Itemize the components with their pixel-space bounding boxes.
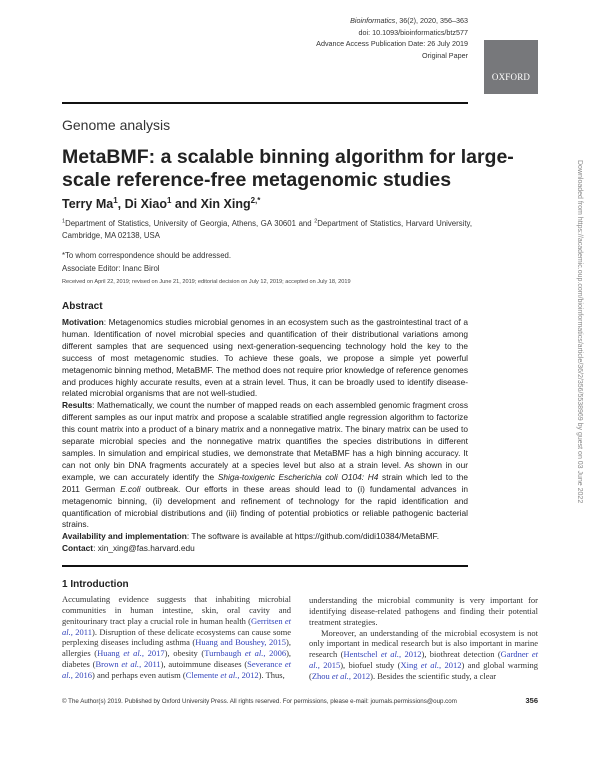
introduction-heading: 1 Introduction [62,579,129,591]
citation-link[interactable]: Clemente et al., 2012 [185,669,259,680]
author: Terry Ma [62,197,114,211]
citation-link[interactable]: Gerritsen et al., 2011 [62,615,291,637]
text: Shiga-toxigenic Escherichia coli O104: H4 [217,471,379,482]
sep: , [117,197,125,211]
text: ), allergies ( [62,637,291,659]
citation-link[interactable]: Brown et al., 2011 [95,658,161,669]
journal-header [316,15,468,61]
text: ), diabetes ( [62,648,292,669]
citation-link[interactable]: Huang et al., 2017 [97,648,165,659]
download-watermark: Downloaded from https://academic.oup.com/bioinformatics/article/36/2/356/5538969 by guest on 03 June 2022 [576,160,583,504]
availability [62,531,468,543]
text: ). Thus, [258,669,285,680]
text: strain which led to the 2011 German [62,471,468,494]
author: Di Xiao [124,197,167,211]
oxford-logo: OXFORD [484,40,538,94]
text: E.coli [120,483,141,494]
paper-title: MetaBMF: a scalable binning algorithm for large-scale reference-free metagenomic studies [62,146,514,191]
citation-link[interactable]: Turnbaugh et al., 2006 [204,648,287,659]
author-sup: 1 [166,195,172,205]
section-label: Genome analysis [62,117,171,133]
contact-email[interactable]: : xin_xing@fas.harvard.edu [93,543,195,554]
contact [62,543,468,555]
sup: 2 [314,218,318,225]
article-type: Original Paper [422,50,468,60]
intro-left-column [62,594,291,681]
author-sup: 2,* [250,195,261,205]
author-list [62,196,538,212]
citation-link[interactable]: Gardner et al., 2015 [309,649,538,670]
author-sup: 1 [113,195,118,205]
author: Xin Xing [200,197,251,211]
text: ), autoimmune diseases ( [160,658,248,669]
text: ). Disruption of these delicate ecosystems can cause some perplexing diseases including asthma ( [62,626,291,648]
article-body [62,116,538,706]
abstract-heading: Abstract [62,301,103,312]
affiliation-2: Department of Statistics, Harvard University, Cambridge, MA 02138, USA [62,219,472,240]
correspondence-block [62,249,538,275]
copyright-footer: © The Author(s) 2019. Published by Oxford University Press. All rights reserved. For permissions, please e-mail: journals.permissions@oup.com [62,697,457,705]
label: Motivation [62,317,104,327]
text: ). Besides the scientific study, a clear [370,670,497,681]
text: : Metagenomics studies microbial genomes in an ecosystem such as the gastrointestinal tract of a human. Identification of novel microbial species and quantification of their distributional variations among different samples that are sequenced using next-generation-sequencing technology hold the key to the success of most metagenomic studies. To achieve these goals, we propose a simple yet powerful metagenomic binning method, MetaBMF. The method does not require prior knowledge of reference genomes and produces highly accurate results, even at a strain level. Thus, it can be broadly used to identify disease-related microbial organisms that are not well-studied. [62,317,468,399]
text: : Mathematically, we count the number of mapped reads on each assembled genomic fragment cross different samples as our input matrix and propose a scalable stratified angle regression algorithm to factorize this count matrix into a product of a binary matrix and a nonnegative matrix. The binary matrix can be used to separate microbial species and the nonnegative matrix quantifies the species distributions in different samples. In simulation and empirical studies, we demonstrate that MetaBMF has a high binning accuracy. It can not only bin DNA fragments accurately at a species level but also at a strain level. As shown in our example, we can accurately identify the [62,400,468,482]
citation: , 36(2), 2020, 356–363 [395,16,468,25]
label: Availability and implementation [62,531,187,542]
citation-link[interactable]: Severance et al., 2016 [62,658,292,680]
page-footer [62,696,538,706]
correspondence-note: *To whom correspondence should be addressed. [62,251,232,260]
abstract-body [62,317,468,555]
text: ), obesity ( [164,648,205,659]
header-rule [62,102,468,104]
paragraph: understanding the microbial community is very important for identifying disease-related pathogens and finding their potential treatment strategies. [309,595,538,627]
text: Moreover, an understanding of the microbial ecosystem is not only important in medical research but is also important in marine research ( [309,627,538,660]
citation-link[interactable]: Zhou et al., 2012 [311,670,371,681]
text: ) and global warming ( [309,659,538,681]
associate-editor: Associate Editor: Inanc Birol [62,264,160,273]
motivation [62,317,468,400]
results [62,400,468,531]
paragraph [309,628,538,682]
journal-name: Bioinformatics [350,16,396,25]
citation-link[interactable]: Hentschel et al., 2012 [343,649,422,660]
affiliations [62,218,472,242]
sup: 1 [62,218,66,225]
github-link[interactable]: : The software is available at https://github.com/didi10384/MetaBMF. [186,531,440,542]
publication-date: Advance Access Publication Date: 26 July 2019 [316,39,468,49]
text: ), biothreat detection ( [421,649,501,660]
text: ) and perhaps even autism ( [92,669,186,680]
dates: Received on April 22, 2019; revised on June 21, 2019; editorial decision on July 12, 2019; accepted on July 18, 2019 [62,279,351,285]
intro-columns [62,594,538,681]
label: Contact [62,543,94,554]
intro-right-column [309,594,538,681]
doi[interactable]: doi: 10.1093/bioinformatics/btz577 [358,27,468,37]
page-number: 356 [525,695,538,705]
label: Results [62,400,93,411]
affiliation-1: Department of Statistics, University of Georgia, Athens, GA 30601 and [65,219,315,228]
text: outbreak. Our efforts in these areas should lead to (i) fundamental advances in metagenomic binning, (ii) development and refinement of technology for the rapid identification and quantification of microbial distributions and (iii) finding of potential probiotics or reliable pathogenic bacterial strains. [62,483,469,530]
citation-link[interactable]: Huang and Boushey, 2015 [195,637,287,648]
citation-link[interactable]: Xing et al., 2012 [400,659,462,670]
text: ), biofuel study ( [340,659,401,670]
abstract-rule [62,565,468,567]
text: Accumulating evidence suggests that inhabiting microbial communities in human intestine, skin, oral cavity and genitourinary tract play a crucial role in human health ( [62,594,291,626]
sep: and [171,197,201,211]
